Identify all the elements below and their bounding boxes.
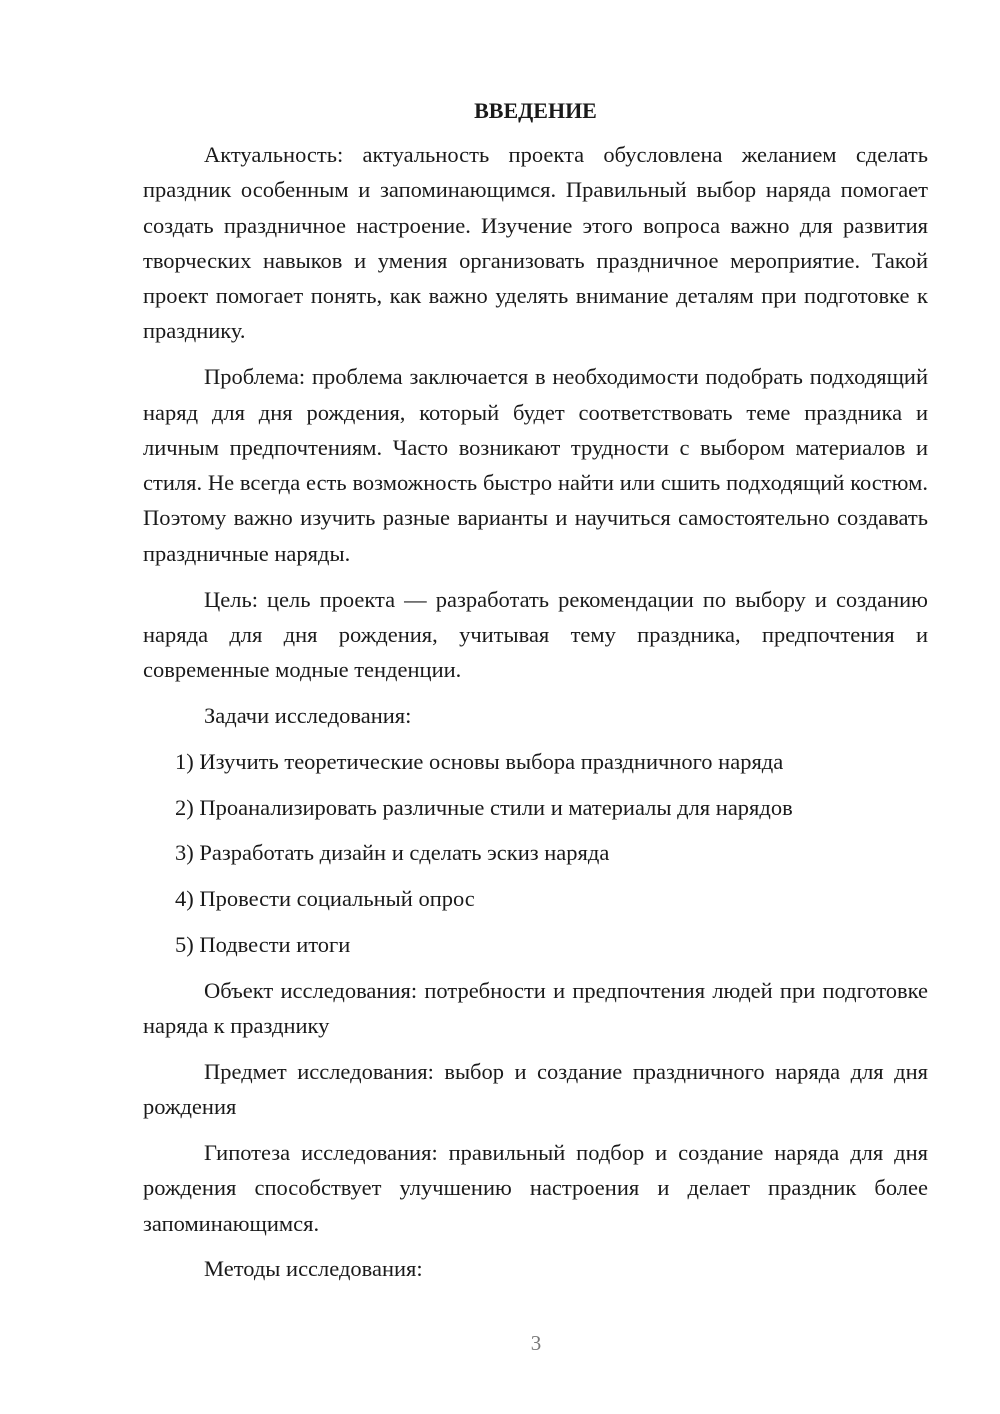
task-item: 3) Разработать дизайн и сделать эскиз наряда [175, 840, 610, 866]
task-item: 1) Изучить теоретические основы выбора праздничного наряда [175, 748, 784, 774]
methods-heading: Методы исследования: [204, 1256, 423, 1282]
tasks-heading: Задачи исследования: [204, 702, 412, 728]
goal-paragraph: Цель: цель проекта — разработать рекомендации по выбору и созданию наряда для дня рождения, учитывая тему праздника, предпочтения и современные модные тенденции. [143, 586, 928, 683]
subject-paragraph: Предмет исследования: выбор и создание праздничного наряда для дня рождения [143, 1058, 928, 1120]
problem-paragraph: Проблема: проблема заключается в необходимости подобрать подходящий наряд для дня рождения, который будет соответствовать теме праздника и личным предпочтениям. Часто возникают трудности с выбором материалов и стиля. Не всегда есть возможность быстро найти или сшить подходящий костюм. Поэтому важно изучить разные варианты и научиться самостоятельно создавать праздничные наряды. [143, 364, 928, 566]
task-item: 5) Подвести итоги [175, 931, 351, 957]
object-paragraph: Объект исследования: потребности и предпочтения людей при подготовке наряда к празднику [143, 977, 928, 1039]
page-number: 3 [530, 1331, 542, 1355]
tasks-list [143, 744, 928, 962]
task-item: 4) Провести социальный опрос [175, 886, 475, 912]
task-item: 2) Проанализировать различные стили и материалы для нарядов [175, 794, 793, 820]
relevance-paragraph: Актуальность: актуальность проекта обусловлена желанием сделать праздник особенным и запоминающимся. Правильный выбор наряда помогает создать праздничное настроение. Изучение этого вопроса важно для развития творческих навыков и умения организовать праздничное мероприятие. Такой проект помогает понять, как важно уделять внимание деталям при подготовке к празднику. [143, 142, 928, 344]
document-page [143, 93, 928, 1297]
section-title: ВВЕДЕНИЕ [474, 98, 597, 123]
hypothesis-paragraph: Гипотеза исследования: правильный подбор и создание наряда для дня рождения способствует улучшению настроения и делает праздник более запоминающимся. [143, 1139, 928, 1236]
